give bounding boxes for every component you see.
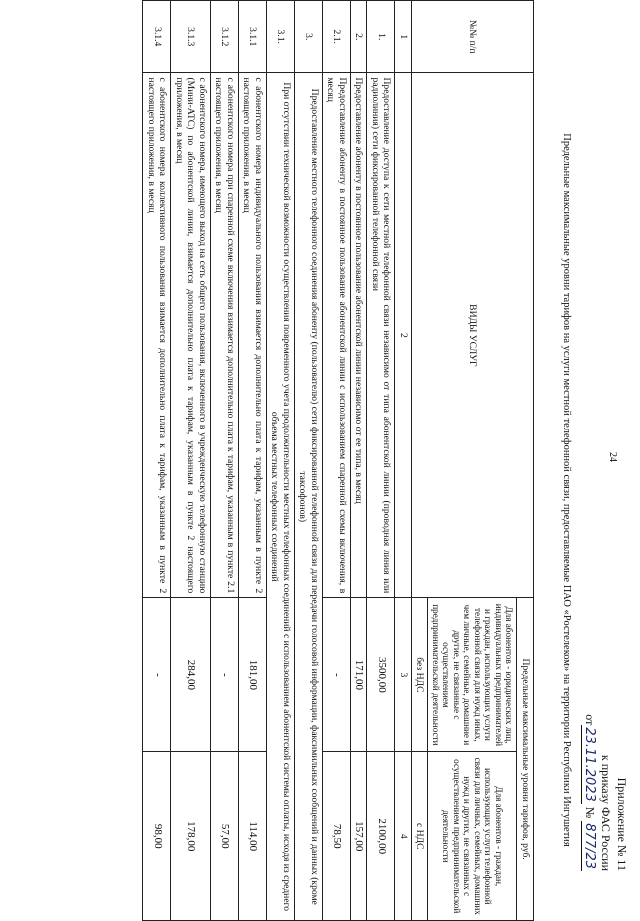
row-number: 3.1. xyxy=(267,1,295,73)
header-col3-desc: Для абонентов - юридических лиц, индивидуальных предпринимателей и граждан, использующих услуги телефонной связи для нужд иных, чем личные, семейные, домашние и другие, не связанные с осуществлением предпринимательской деятельности xyxy=(428,598,517,752)
table-row xyxy=(351,1,368,921)
date-prefix: от xyxy=(583,714,597,726)
header-num: №№ п/п xyxy=(412,1,534,73)
tariff-without-vat: 3500,00 xyxy=(367,598,395,752)
tariff-without-vat: 181,00 xyxy=(239,598,267,752)
table-row xyxy=(267,1,295,921)
service-description: Предоставление местного телефонного соединения абоненту (пользователю) сети фиксированной телефонной связи для передачи голосовой информации, факсимильных сообщений и данных (кроме таксофонов) xyxy=(295,73,323,921)
header-col4-vat: с НДС xyxy=(412,752,429,921)
document-title: Предельные максимальные уровни тарифов на услуги местной телефонной связи, предоставляемые ПАО «Ростелеком» на территории Республики Ингушетия xyxy=(561,133,572,847)
page-number: 24 xyxy=(607,452,618,462)
tariff-without-vat: - xyxy=(323,598,351,752)
column-number-row xyxy=(395,1,412,921)
header-row-1 xyxy=(517,1,534,921)
service-description: с абонентского номера коллективного пользования взимается дополнительно плата к тарифам, указанным в пункте 2 настоящего приложения, в месяц xyxy=(143,73,171,598)
tariff-without-vat: - xyxy=(211,598,239,752)
row-number: 3. xyxy=(295,1,323,73)
service-description: Предоставление доступа к сети местной телефонной связи независимо от типа абонентской линии (проводная линия или радиолиния) сети фиксированной телефонной связи xyxy=(367,73,395,598)
row-number: 2. xyxy=(351,1,368,73)
table-row xyxy=(323,1,351,921)
table-row xyxy=(171,1,211,921)
column-number: 2 xyxy=(395,73,412,598)
column-number: 4 xyxy=(395,752,412,921)
appendix-line-1: Приложение № 11 xyxy=(615,777,629,871)
tariff-with-vat: 178,00 xyxy=(171,752,211,921)
tariff-without-vat: 284,00 xyxy=(171,598,211,752)
tariff-with-vat: 57,00 xyxy=(211,752,239,921)
tariff-without-vat: 171,00 xyxy=(351,598,368,752)
row-number: 2.1. xyxy=(323,1,351,73)
tariff-with-vat: 114,00 xyxy=(239,752,267,921)
appendix-line-2: к приказу ФАС России xyxy=(599,754,613,871)
header-col3-vat: без НДС xyxy=(412,598,429,752)
handwritten-date: 23.11.2023 xyxy=(582,727,597,802)
table-row xyxy=(239,1,267,921)
number-prefix: № xyxy=(583,806,597,819)
service-description: Предоставление абоненту в постоянное пользование абонентской линии с использованием спаренной схемы включения, в месяц xyxy=(323,73,351,598)
row-number: 3.1.3 xyxy=(171,1,211,73)
table-row xyxy=(143,1,171,921)
table-row xyxy=(295,1,323,921)
appendix-header xyxy=(581,714,630,871)
column-number: 3 xyxy=(395,598,412,752)
row-number: 3.1.2 xyxy=(211,1,239,73)
handwritten-order-number: 877/23 xyxy=(582,823,597,869)
service-description: Предоставление абоненту в постоянное пользование абонентской линии независимо от ее типа, в месяц xyxy=(351,73,368,598)
table-row xyxy=(367,1,395,921)
header-services: ВИДЫ УСЛУГ xyxy=(412,73,534,598)
service-description: с абонентского номера, имеющего выход на сеть общего пользования, включенного в учрежденческую телефонную станцию (Мини-АТС) по абонентской линии, взимается дополнительно плата к тарифам, указанным в пункте 2 настоящего приложения, в месяц xyxy=(171,73,211,598)
tariff-with-vat: 2100,00 xyxy=(367,752,395,921)
tariff-with-vat: 78,50 xyxy=(323,752,351,921)
table-row xyxy=(211,1,239,921)
row-number: 3.1.4 xyxy=(143,1,171,73)
tariff-with-vat: 98,00 xyxy=(143,752,171,921)
service-description: с абонентского номера индивидуального пользования взимается дополнительно плата к тарифам, указанным в пункте 2 настоящего приложения, в месяц xyxy=(239,73,267,598)
row-number: 1. xyxy=(367,1,395,73)
tariff-without-vat: - xyxy=(143,598,171,752)
header-col4-desc: Для абонентов - граждан, использующих услуги телефонной связи для личных, семейных, домашних нужд и других, не связанных с осуществлением предпринимательской деятельности xyxy=(428,752,517,921)
service-description: с абонентского номера при спаренной схеме включения взимается дополнительно плата к тарифам, указанным в пункте 2.1 настоящего приложения, в месяц xyxy=(211,73,239,598)
tariff-with-vat: 157,00 xyxy=(351,752,368,921)
column-number: 1 xyxy=(395,1,412,73)
service-description: При отсутствии технической возможности осуществления повременного учета продолжительности местных телефонных соединений с использованием абонентской системы оплаты, исходя из среднего объема местных телефонных соединений xyxy=(267,73,295,921)
row-number: 3.1.1 xyxy=(239,1,267,73)
appendix-date-line xyxy=(581,714,598,871)
header-levels-title: Предельные максимальные уровни тарифов, руб. xyxy=(517,598,534,921)
tariff-table xyxy=(143,0,535,921)
